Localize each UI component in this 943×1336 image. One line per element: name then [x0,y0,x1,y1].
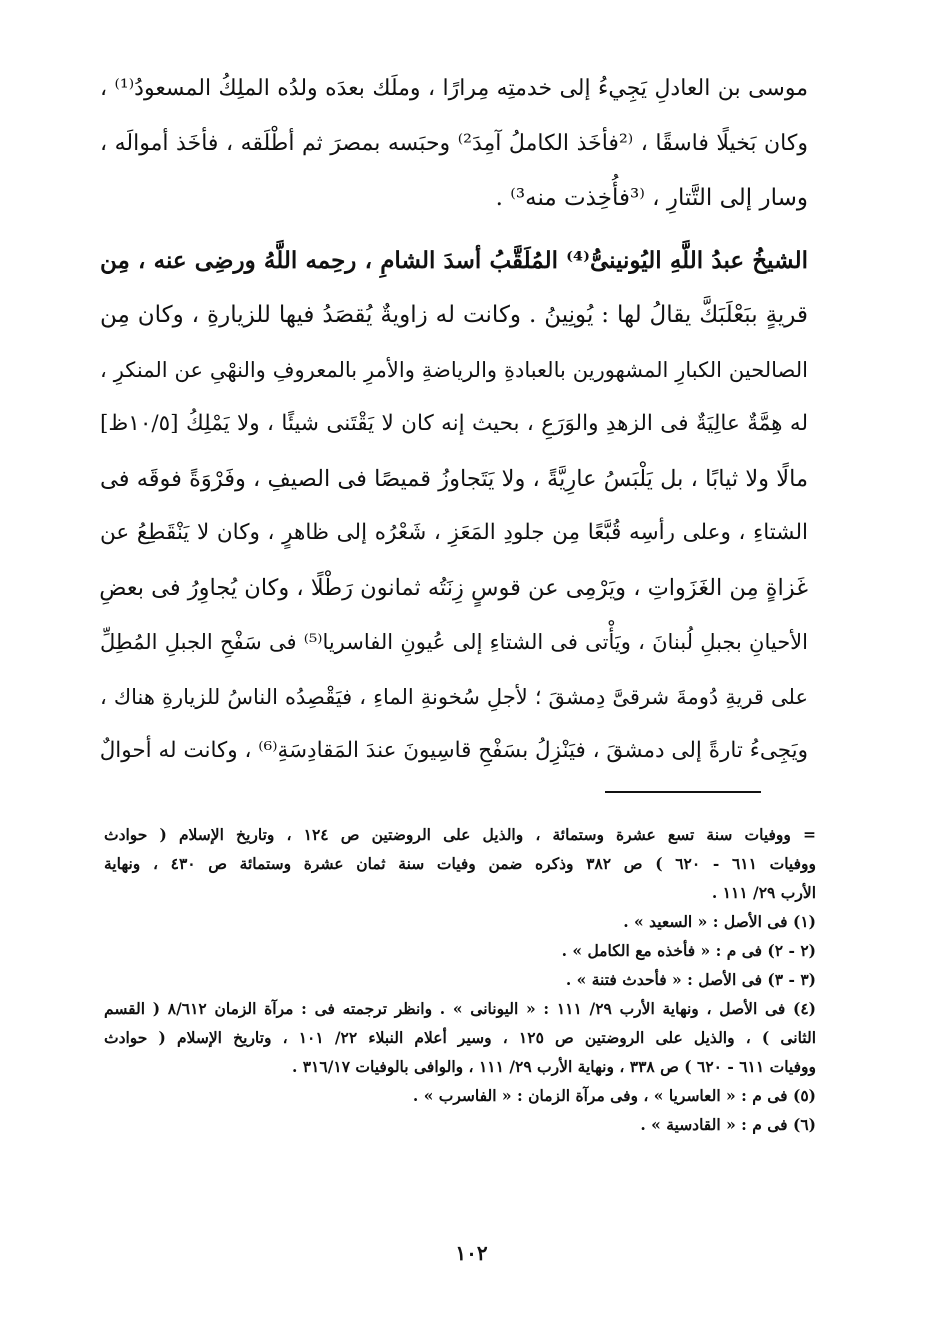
text-line: الشتاءِ ، وعلى رأسِه قُبَّعًا مِن جلودِ المَعَزِ ، شَعْرُه إلى ظاهرٍ ، وكان لا يَنْقَطِعُ عن [100,520,808,545]
footnote-line: (٥) فى م : « العاسريا » ، وفى مرآة الزمان : « الفاسرب » . [412,1086,816,1105]
text-line: على قريةِ دُومةَ شرقىَّ دِمشقَ ؛ لأجلِ سُخونةِ الماءِ ، فيَقْصِدُه الناسُ للزيارةِ هناك ، [100,684,808,709]
text-line: غَزاةٍ مِن الغَزَواتِ ، ويَرْمِى عن قوسٍ زِنَتُه ثمانون رَطْلًا ، وكان يُجاوِرُ فى بعضِ [99,574,808,601]
text-line: وكان بَخيلًا فاسقًا ، ⁽²فأخَذ الكاملُ آمِدَ²⁾ وحبَسه بمصرَ ثم أطْلَقه ، فأخَذ أموالَه ، [100,130,808,156]
text-line: وسار إلى التَّتارِ ، ⁽³فأُخِذت منه³⁾ . [495,185,808,211]
text-line: قريةٍ ببَعْلَبَكَّ يقالُ لها : يُونِينُ . وكانت له زاويةٌ يُقصَدُ فيها للزيارةِ ، وكان مِن [100,302,808,328]
footnote-line: الأرب ٢٩/ ١١١ . [711,883,816,902]
page-number: ١٠٢ [455,1241,488,1265]
main-text [100,62,808,779]
footnote-line: (٦) فى م : « القادسية » . [640,1115,816,1134]
footnote-divider [605,791,761,793]
text-line: الصالحين الكبارِ المشهورين بالعبادةِ والرياضةِ والأمرِ بالمعروفِ والنهْىِ عن المنكرِ ، [100,357,808,382]
footnote-line: (١) فى الأصل : « السعيد » . [623,912,816,931]
footnote-line: (٢ - ٢) فى م : « فأخذه مع الكامل » . [561,941,816,960]
footnotes [104,820,816,1139]
footnote-line: ووفيات ٦١١ - ٦٢٠ ) ص ٣٨٢ وذكره ضمن وفيات سنة ثمان عشرة وستمائة ص ٤٣٠ ، ونهاية [104,854,816,873]
text-line: الأحيانِ بجبلِ لُبنانَ ، ويَأْتى فى الشتاءِ إلى عُيونِ الفاسريا⁽⁵⁾ فى سَفْحِ الجبلِ المُطِلِّ [100,630,808,654]
text-line: ويَجِىءُ تارةً إلى دمشقَ ، فيَنْزِلُ بسَفْحِ قاسِيونَ عندَ المَقادِسَةِ⁽⁶⁾ ، وكانت له أحوالٌ [99,738,808,763]
footnote-line: الثانى ) ، والذيل على الروضتين ص ١٢٥ ، وسير أعلام النبلاء ٢٢/ ١٠١ ، وتاريخ الإسلام ( حوادث [104,1028,817,1047]
text-line: مالًا ولا ثيابًا ، بل يَلْبَسُ عارِيَّةً ، ولا يَتَجاوزُ قميصًا فى الصيفِ ، وفَرْوَةً فوقَه فى [100,465,808,492]
text-line: موسى بن العادلِ يَجِيءُ إلى خدمتِه مِرارًا ، وملَك بعدَه ولدُه الملِكُ المسعودُ⁽¹⁾ ، [100,76,808,101]
footnote-line: = ووفيات سنة تسع عشرة وستمائة ، والذيل على الروضتين ص ١٢٤ ، وتاريخ الإسلام ( حوادث [104,825,816,844]
footnote-line: (٤) فى الأصل ، ونهاية الأرب ٢٩/ ١١١ : « اليونانى » . وانظر ترجمته فى : مرآة الزمان ٨/٦١٢ ( القسم [104,999,817,1018]
text-line: له هِمَّةٌ عالِيَةٌ فى الزهدِ والوَرَعِ ، بحيث إنه كان لا يَقْتَنى شيئًا ، ولا يَمْلِكُ [١٠/٥ظ] [100,411,808,436]
entry-heading-line: الشيخُ عبدُ اللَّهِ اليُونينىُّ⁽⁴⁾ المُلَقَّبُ أسدَ الشامِ ، رحِمه اللَّهُ ورضِى عنه ، مِن [100,246,808,274]
footnote-line: (٣ - ٣) فى الأصل : « فأحدث فتنة » . [565,970,816,989]
footnote-line: ووفيات ٦١١ - ٦٢٠ ) ص ٣٣٨ ، ونهاية الأرب ٢٩/ ١١١ ، والوافى بالوفيات ٣١٦/١٧ . [291,1057,816,1076]
